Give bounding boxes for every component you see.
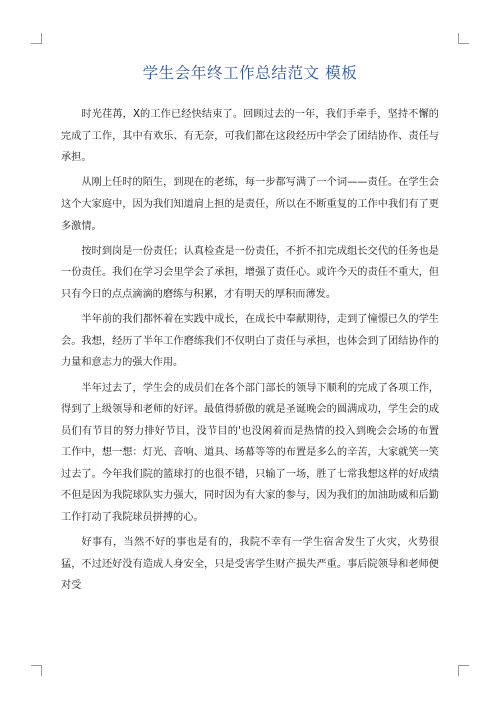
paragraph-4: 半年前的我们都怀着在实践中成长，在成长中奉献期待，走到了憧憬已久的学生会。我想，经历了半年工作磨练我们不仅明白了责任与承担，也体会到了团结协作的力量和意志力的强大作用。 <box>61 314 439 369</box>
document-body <box>61 104 439 601</box>
crop-mark-bottom-right <box>458 665 469 676</box>
crop-mark-top-right <box>458 33 469 44</box>
paragraph-1: 时光荏苒，X的工作已经快结束了。回顾过去的一年，我们手牵手，坚持不懈的完成了工作，其中有欢乐、有无奈，可我们都在这段经历中学会了团结协作、责任与承担。 <box>61 109 439 164</box>
paragraph-2: 从刚上任时的陌生，到现在的老练，每一步都写满了一个词——责任。在学生会这个大家庭中，因为我们知道肩上担的是责任，所以在不断重复的工作中我们有了更多激情。 <box>61 177 439 232</box>
paragraph-5: 半年过去了，学生会的成员们在各个部门部长的领导下顺利的完成了各项工作，得到了上级领导和老师的好评。最值得骄傲的就是圣诞晚会的圆满成功，学生会的成员们有节目的努力排好节目，没节目的'也没闲着而是热情的投入到晚会会场的布置工作中，想一想：灯光、音响、道具、场幕等等的布置是多么的辛苦，大家就笑一笑过去了。今年我们院的篮球打的也很不错，只输了一场，胜了七常我想这样的好成绩不但是因为我院球队实力强大，同时因为有大家的参与，因为我们的加油助威和后勤工作打动了我院球员拼搏的心。 <box>61 382 439 524</box>
paragraph-3: 按时到岗是一份责任；认真检查是一份责任，不折不扣完成组长交代的任务也是一份责任。我们在学习会里学会了承担，增强了责任心。或许今天的责任不重大，但只有今日的点点滴滴的磨练与积累，才有明天的厚积而薄发。 <box>61 245 439 300</box>
document-title: 学生会年终工作总结范文 模板 <box>142 64 358 82</box>
crop-mark-top-left <box>31 33 42 44</box>
crop-mark-bottom-left <box>31 665 42 676</box>
paragraph-6: 好事有，当然不好的事也是有的，我院不幸有一学生宿舍发生了火灾，火势很猛，不过还好没有造成人身安全，只是受害学生财产损失严重。事后院领导和老师便对受 <box>61 537 439 592</box>
